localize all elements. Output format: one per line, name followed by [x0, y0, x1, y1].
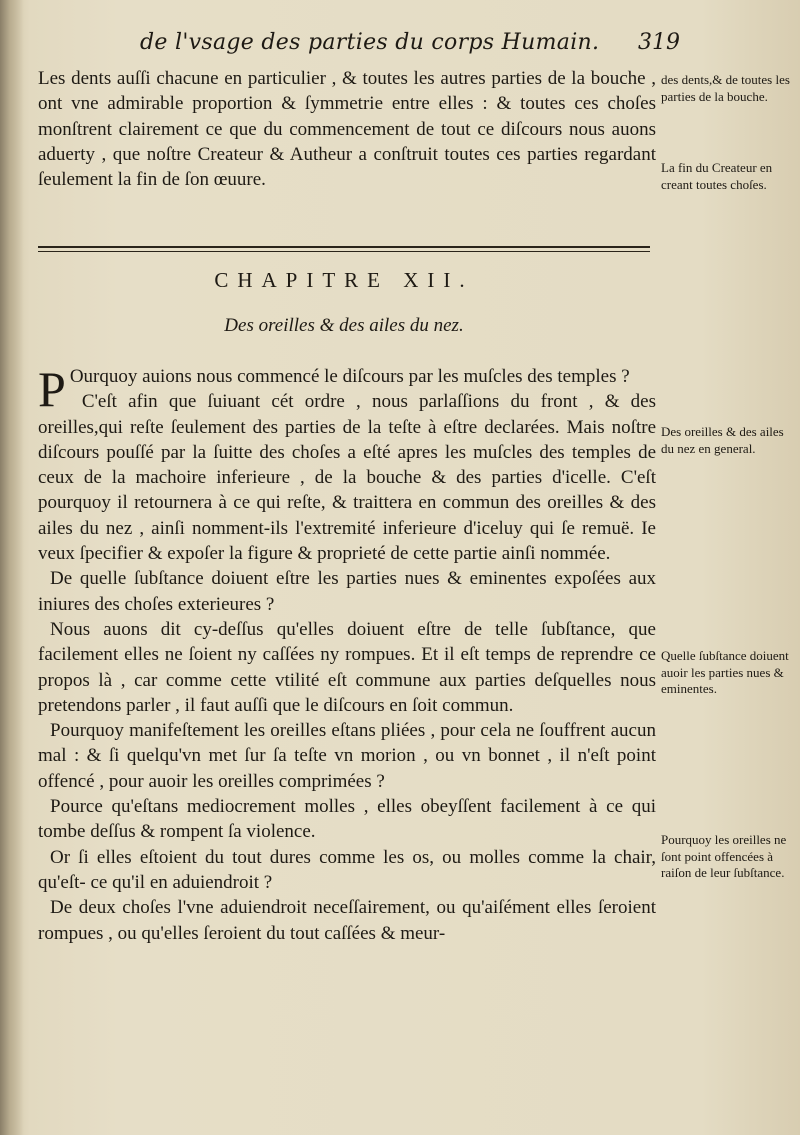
margin-note: Pourquoy les oreilles ne ſont point offencées à raiſon de leur ſubſtance.	[661, 832, 787, 880]
paragraph-teeth: Les dents auſſi chacune en particulier , & toutes les autres parties de la bouche , ont vne admirable proportion & ſymmetrie entre elles : & toutes ces choſes monſtrent clairement ce que du commencement de tout ce diſcours nous auons aduerty , que noſtre Createur & Autheur a conſtruit toutes ces parties regardant ſeulement la fin de ſon œuure.	[38, 68, 656, 191]
margin-note: Des oreilles & des ailes du nez en general.	[661, 424, 784, 456]
paragraph-text: Ourquoy auions nous commencé le diſcours par les muſcles des temples ?	[69, 366, 630, 387]
drop-cap: P	[38, 361, 66, 417]
paragraph-order: C'eſt afin que ſuiuant cét ordre , nous parlaſſions du front , & des oreilles,qui reſte ſeulement des parties de la teſte à eſtre declarées. Mais noſtre diſcours pouſſé par la ſuitte des choſes a eſté apres les muſcles des temples de ceux de la machoire inferieure , de la bouche & des parties d'icelle. C'eſt pourquoy il retournera à ce qui reſte, & traittera en commun des oreilles & des ailes du nez , ainſi nomment-ils l'extremité inferieure d'iceluy qui ſe remuë. Ie veux ſpecifier & expoſer la figure & proprieté de cette partie ainſi nommée.	[38, 391, 656, 565]
paragraph-consequence: De deux choſes l'vne aduiendroit neceſſairement, ou qu'aiſément elles ſeroient rompues , ou qu'elles ſeroient du tout caſſées & meur-	[38, 897, 656, 944]
chapter-divider-top	[38, 246, 650, 248]
margin-note: des dents,& de toutes les parties de la bouche.	[661, 72, 790, 104]
paragraph-question-hard: Or ſi elles eſtoient du tout dures comme les os, ou molles comme la chair, qu'eſt- ce qu'il en aduiendroit ?	[38, 846, 656, 893]
top-text-block	[38, 66, 656, 192]
chapter-divider-bottom	[38, 251, 650, 252]
paragraph-question-temples	[38, 361, 656, 417]
chapter-subtitle: Des oreilles & des ailes du nez.	[224, 315, 464, 336]
chapter-title: CHAPITRE XII.	[214, 268, 474, 292]
paragraph-soft: Pource qu'eſtans mediocrement molles , elles obeyſſent facilement à ce qui tombe deſſus & rompent ſa violence.	[38, 796, 656, 843]
body-text-block	[38, 361, 656, 946]
margin-note: La fin du Createur en creant toutes choſes.	[661, 160, 773, 192]
page-gutter-shadow	[0, 0, 24, 1135]
paragraph-question-substance: De quelle ſubſtance doiuent eſtre les parties nues & eminentes expoſées aux iniures des choſes exterieures ?	[38, 568, 656, 615]
running-header	[140, 30, 680, 64]
page-number: 319	[638, 30, 680, 55]
paragraph-substance: Nous auons dit cy-deſſus qu'elles doiuent eſtre de telle ſubſtance, que facilement elles ne ſoient ny caſſées ny rompues. Et il eſt temps de reprendre ce propos là , car comme cette vtilité eſt commune aux parties deſquelles nous pretendons parler , il faut auſſi que le diſcours en ſoit commun.	[38, 618, 656, 716]
margin-note: Quelle ſubſtance doiuent auoir les parties nues & eminentes.	[661, 648, 789, 696]
running-title: de l'vsage des parties du corps Humain.	[140, 30, 600, 55]
paragraph-question-ears: Pourquoy manifeſtement les oreilles eſtans pliées , pour cela ne ſouffrent aucun mal : & ſi quelqu'vn met ſur ſa teſte vn morion , ou vn bonnet , il n'eſt point offencé , pour auoir les oreilles comprimées ?	[38, 720, 656, 792]
